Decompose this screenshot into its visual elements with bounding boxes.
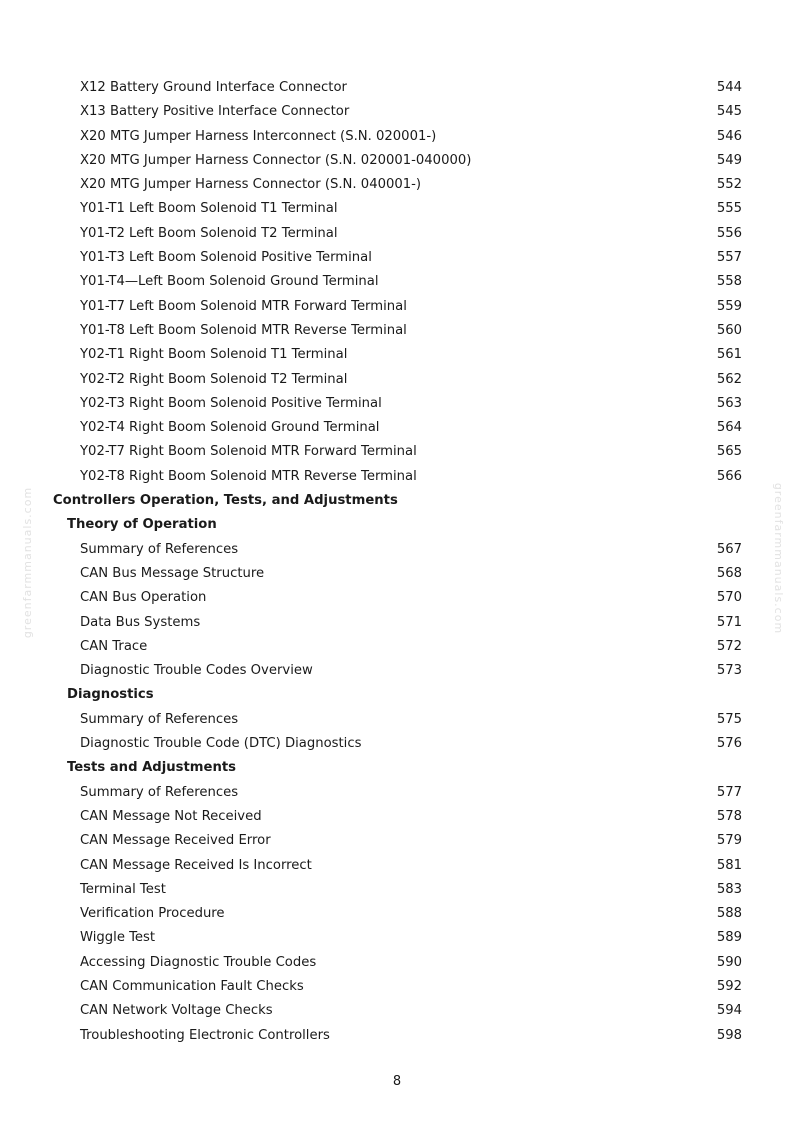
toc-entry[interactable] (0, 878, 794, 902)
toc-entry-title: CAN Communication Fault Checks (80, 978, 304, 994)
toc-entry[interactable] (0, 926, 794, 950)
toc-entry-page: 571 (716, 614, 742, 630)
toc-entry[interactable] (0, 197, 794, 221)
toc-entry[interactable] (0, 951, 794, 975)
toc-entry-title: CAN Message Not Received (80, 808, 262, 824)
page-number: 8 (392, 1074, 402, 1089)
toc-subsection-heading[interactable] (0, 683, 794, 707)
toc-entry-title: CAN Trace (80, 638, 148, 654)
toc-entry-title: CAN Network Voltage Checks (80, 1003, 273, 1019)
toc-entry-title: Wiggle Test (80, 930, 156, 946)
toc-entry-page: 564 (716, 420, 742, 436)
toc-entry[interactable] (0, 416, 794, 440)
toc-entry-title: Summary of References (80, 784, 239, 800)
toc-entry[interactable] (0, 149, 794, 173)
toc-entry-page: 576 (716, 736, 742, 752)
toc-entry[interactable] (0, 538, 794, 562)
toc-entry-page: 565 (716, 444, 742, 460)
toc-entry-page: 552 (716, 177, 742, 193)
toc-entry[interactable] (0, 781, 794, 805)
toc-entry-title: CAN Bus Operation (80, 590, 207, 606)
toc-entry-page: 594 (716, 1003, 742, 1019)
toc-entry-page: 562 (716, 371, 742, 387)
toc-entry-title: Y01-T7 Left Boom Solenoid MTR Forward Terminal (80, 298, 407, 314)
toc-subsection-heading[interactable] (0, 756, 794, 780)
toc-entry-page: 557 (716, 250, 742, 266)
toc-entry-page: 583 (716, 881, 742, 897)
toc-entry-title: Y02-T1 Right Boom Solenoid T1 Terminal (80, 347, 348, 363)
toc-entry-page: 573 (716, 663, 742, 679)
toc-entry[interactable] (0, 440, 794, 464)
toc-entry[interactable] (0, 1024, 794, 1048)
toc-entry-page: 558 (716, 274, 742, 290)
toc-entry[interactable] (0, 659, 794, 683)
toc-entry-page: 546 (716, 128, 742, 144)
toc-entry[interactable] (0, 635, 794, 659)
toc-entry-page: 589 (716, 930, 742, 946)
toc-entry-title: Y02-T4 Right Boom Solenoid Ground Terminal (80, 420, 380, 436)
toc-entry-title: Y02-T3 Right Boom Solenoid Positive Terminal (80, 395, 382, 411)
toc-entry-page: 545 (716, 104, 742, 120)
toc-entry-page: 544 (716, 80, 742, 95)
toc-entry[interactable] (0, 173, 794, 197)
toc-entry-title: Summary of References (80, 541, 239, 557)
toc-entry-page: 568 (716, 565, 742, 581)
toc-entry[interactable] (0, 611, 794, 635)
toc-entry-page: 555 (716, 201, 742, 217)
toc-entry-title: Y02-T7 Right Boom Solenoid MTR Forward Terminal (80, 444, 417, 460)
toc-entry-page: 556 (716, 225, 742, 241)
toc-entry-page: 549 (716, 152, 742, 168)
toc-entry-title: Verification Procedure (80, 906, 225, 922)
toc-entry[interactable] (0, 319, 794, 343)
toc-entry-page: 579 (716, 833, 742, 849)
toc-entry-title: Troubleshooting Electronic Controllers (80, 1027, 330, 1043)
toc-entry-title: X12 Battery Ground Interface Connector (80, 80, 347, 95)
toc-entry[interactable] (0, 125, 794, 149)
toc-entry[interactable] (0, 368, 794, 392)
toc-entry-title: Data Bus Systems (80, 614, 201, 630)
toc-entry-title: CAN Message Received Is Incorrect (80, 857, 312, 873)
toc-entry[interactable] (0, 76, 794, 100)
toc-entry-title: Y02-T8 Right Boom Solenoid MTR Reverse Terminal (80, 468, 417, 484)
toc-entry-title: Y01-T2 Left Boom Solenoid T2 Terminal (80, 225, 338, 241)
toc-entry-title: Y01-T4—Left Boom Solenoid Ground Terminal (80, 274, 379, 290)
toc-entry-title: Diagnostics (67, 687, 154, 703)
toc-entry-title: Terminal Test (80, 881, 166, 897)
toc-entry[interactable] (0, 854, 794, 878)
toc-entry-page: 577 (716, 784, 742, 800)
toc-entry-title: Theory of Operation (67, 517, 217, 533)
toc-entry-page: 563 (716, 395, 742, 411)
toc-entry[interactable] (0, 586, 794, 610)
toc-entry-title: X20 MTG Jumper Harness Connector (S.N. 020001-040000) (80, 152, 472, 168)
toc-entry-title: Y01-T1 Left Boom Solenoid T1 Terminal (80, 201, 338, 217)
toc-entry-title: Y01-T3 Left Boom Solenoid Positive Terminal (80, 250, 372, 266)
toc-entry-title: X20 MTG Jumper Harness Connector (S.N. 040001-) (80, 177, 422, 193)
toc-entry[interactable] (0, 222, 794, 246)
toc-entry-title: CAN Message Received Error (80, 833, 271, 849)
toc-entry-title: Y02-T2 Right Boom Solenoid T2 Terminal (80, 371, 348, 387)
toc-entry[interactable] (0, 902, 794, 926)
toc-entry-page: 575 (716, 711, 742, 727)
toc-entry-title: X20 MTG Jumper Harness Interconnect (S.N. 020001-) (80, 128, 437, 144)
toc-subsection-heading[interactable] (0, 513, 794, 537)
toc-entry[interactable] (0, 246, 794, 270)
toc-entry-page: 566 (716, 468, 742, 484)
toc-entry-title: Y01-T8 Left Boom Solenoid MTR Reverse Terminal (80, 322, 407, 338)
toc-entry-page: 598 (716, 1027, 742, 1043)
toc-entry-page: 592 (716, 978, 742, 994)
toc-entry[interactable] (0, 805, 794, 829)
toc-entry-page: 567 (716, 541, 742, 557)
watermark-left: greenfarmmanuals.com (21, 486, 35, 639)
toc-entry[interactable] (0, 708, 794, 732)
toc-entry-title: Summary of References (80, 711, 239, 727)
toc-entry[interactable] (0, 562, 794, 586)
toc-entry-page: 559 (716, 298, 742, 314)
toc-entry-page: 581 (716, 857, 742, 873)
toc-section-heading[interactable] (0, 489, 794, 513)
toc-entry[interactable] (0, 999, 794, 1023)
toc-entry-title: CAN Bus Message Structure (80, 565, 265, 581)
table-of-contents (0, 76, 794, 1048)
toc-entry-title: Tests and Adjustments (67, 760, 237, 776)
toc-entry-title: Diagnostic Trouble Codes Overview (80, 663, 313, 679)
toc-entry-title: Accessing Diagnostic Trouble Codes (80, 954, 317, 970)
toc-entry-page: 570 (716, 590, 742, 606)
toc-entry[interactable] (0, 392, 794, 416)
toc-entry[interactable] (0, 343, 794, 367)
toc-entry-title: X13 Battery Positive Interface Connector (80, 104, 350, 120)
toc-entry-page: 560 (716, 322, 742, 338)
toc-entry[interactable] (0, 975, 794, 999)
toc-entry-page: 572 (716, 638, 742, 654)
toc-entry-page: 561 (716, 347, 742, 363)
watermark-right: greenfarmmanuals.com (772, 482, 786, 635)
toc-entry[interactable] (0, 100, 794, 124)
toc-entry-page: 590 (716, 954, 742, 970)
toc-entry-title: Diagnostic Trouble Code (DTC) Diagnostics (80, 736, 362, 752)
toc-entry[interactable] (0, 829, 794, 853)
toc-entry[interactable] (0, 465, 794, 489)
toc-entry[interactable] (0, 732, 794, 756)
toc-entry-title: Controllers Operation, Tests, and Adjustments (53, 493, 398, 509)
toc-entry[interactable] (0, 270, 794, 294)
toc-entry[interactable] (0, 295, 794, 319)
toc-entry-page: 578 (716, 808, 742, 824)
toc-entry-page: 588 (716, 906, 742, 922)
